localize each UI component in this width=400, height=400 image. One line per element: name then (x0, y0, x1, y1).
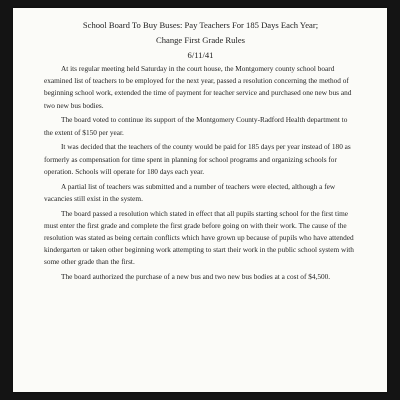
article (44, 18, 357, 286)
paragraph: It was decided that the teachers of the county would be paid for 185 days per year instead of 180 as formerly as compensation for time spent in planning for school programs and organizing schools for operation. Schools will operate for 180 days each year. (44, 142, 351, 176)
article-title-line-1: School Board To Buy Buses: Pay Teachers For 185 Days Each Year; (82, 20, 319, 30)
paragraph: The board passed a resolution which stated in effect that all pupils starting school for the first time must enter the first grade and complete the first grade before going on with their work. The cause of the resolution was stated as being certain conflicts which have grown up because of pupils who have attended kindergarten or taken other beginning work attempting to start their work in the public school system with some other grade than the first. (44, 208, 354, 267)
article-date: 6/11/41 (187, 50, 214, 60)
paragraph: At its regular meeting held Saturday in the court house, the Montgomery county school board examined list of teachers to be employed for the next year, passed a resolution concerning the method of beginning school work, extended the time of payment for teacher service and purchased one new bus and two new bus bodies. (44, 64, 352, 110)
paragraph: A partial list of teachers was submitted and a number of teachers were elected, although a few vacancies still exist in the system. (44, 181, 336, 203)
paragraph: The board authorized the purchase of a new bus and two new bus bodies at a cost of $4,500. (61, 272, 331, 282)
paragraph: The board voted to continue its support of the Montgomery County-Radford Health department to the extent of $150 per year. (44, 115, 348, 137)
article-title-line-2: Change First Grade Rules (155, 35, 246, 45)
